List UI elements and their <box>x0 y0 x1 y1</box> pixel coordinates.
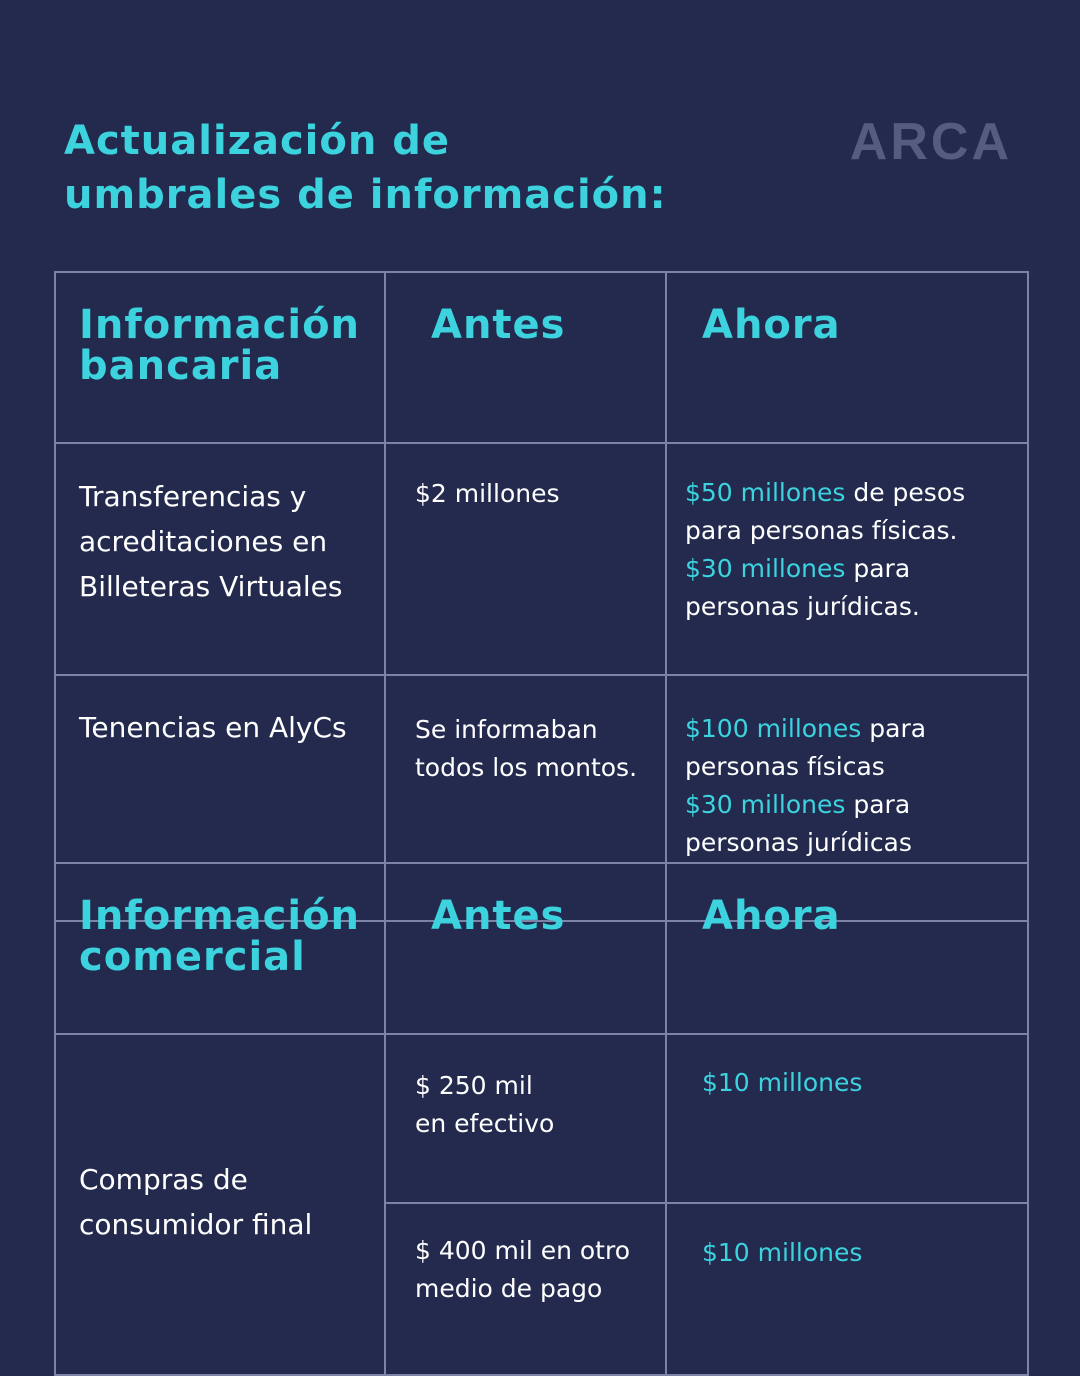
page-title <box>64 114 667 222</box>
table-row <box>55 1034 1028 1203</box>
column-header-before: Antes <box>385 863 666 1034</box>
now-text: para personas jurídicas. <box>685 554 920 621</box>
now-text: para personas físicas <box>685 714 927 781</box>
column-header-now: Ahora <box>666 272 1028 443</box>
table-header-row <box>55 863 1028 1034</box>
banking-info-table <box>54 271 1029 922</box>
before-value-other-payment <box>385 1203 666 1375</box>
highlight-amount: $50 millones <box>685 478 846 507</box>
highlight-amount: $100 millones <box>685 714 862 743</box>
now-value-other-payment: $10 millones <box>666 1203 1028 1375</box>
commercial-heading-cell <box>55 863 385 1034</box>
banking-heading-line1: Información <box>79 302 361 348</box>
now-value-cash: $10 millones <box>666 1034 1028 1203</box>
arca-logo: ARCA <box>849 113 1012 171</box>
column-header-now: Ahora <box>666 863 1028 1034</box>
before-value-cash <box>385 1034 666 1203</box>
page-title-line1: Actualización de <box>64 118 451 164</box>
row-label-final-consumer: Compras de consumidor final <box>55 1034 385 1375</box>
row-label-alycs: Tenencias en AlyCs <box>55 675 385 921</box>
before-value-transfers: $2 millones <box>385 443 666 675</box>
before-value-alycs: Se informaban todos los montos. <box>385 675 666 921</box>
column-header-before: Antes <box>385 272 666 443</box>
banking-heading-cell <box>55 272 385 443</box>
commercial-heading-line2: comercial <box>79 934 306 980</box>
now-text: para personas jurídicas <box>685 790 912 857</box>
row-label-transfers: Transferencias y acreditaciones en Billeteras Virtuales <box>55 443 385 675</box>
before-line: medio de pago <box>415 1274 603 1303</box>
page-title-line2: umbrales de información: <box>64 172 667 218</box>
now-value-transfers <box>666 443 1028 675</box>
before-line: $ 400 mil en otro <box>415 1236 631 1265</box>
highlight-amount: $30 millones <box>685 554 846 583</box>
commercial-info-table <box>54 862 1029 1376</box>
now-text: de pesos para personas físicas. <box>685 478 966 545</box>
before-line: en efectivo <box>415 1109 555 1138</box>
table-row <box>55 443 1028 675</box>
before-line: $ 250 mil <box>415 1071 533 1100</box>
banking-heading-line2: bancaria <box>79 343 283 389</box>
table-header-row <box>55 272 1028 443</box>
commercial-heading-line1: Información <box>79 893 361 939</box>
highlight-amount: $30 millones <box>685 790 846 819</box>
